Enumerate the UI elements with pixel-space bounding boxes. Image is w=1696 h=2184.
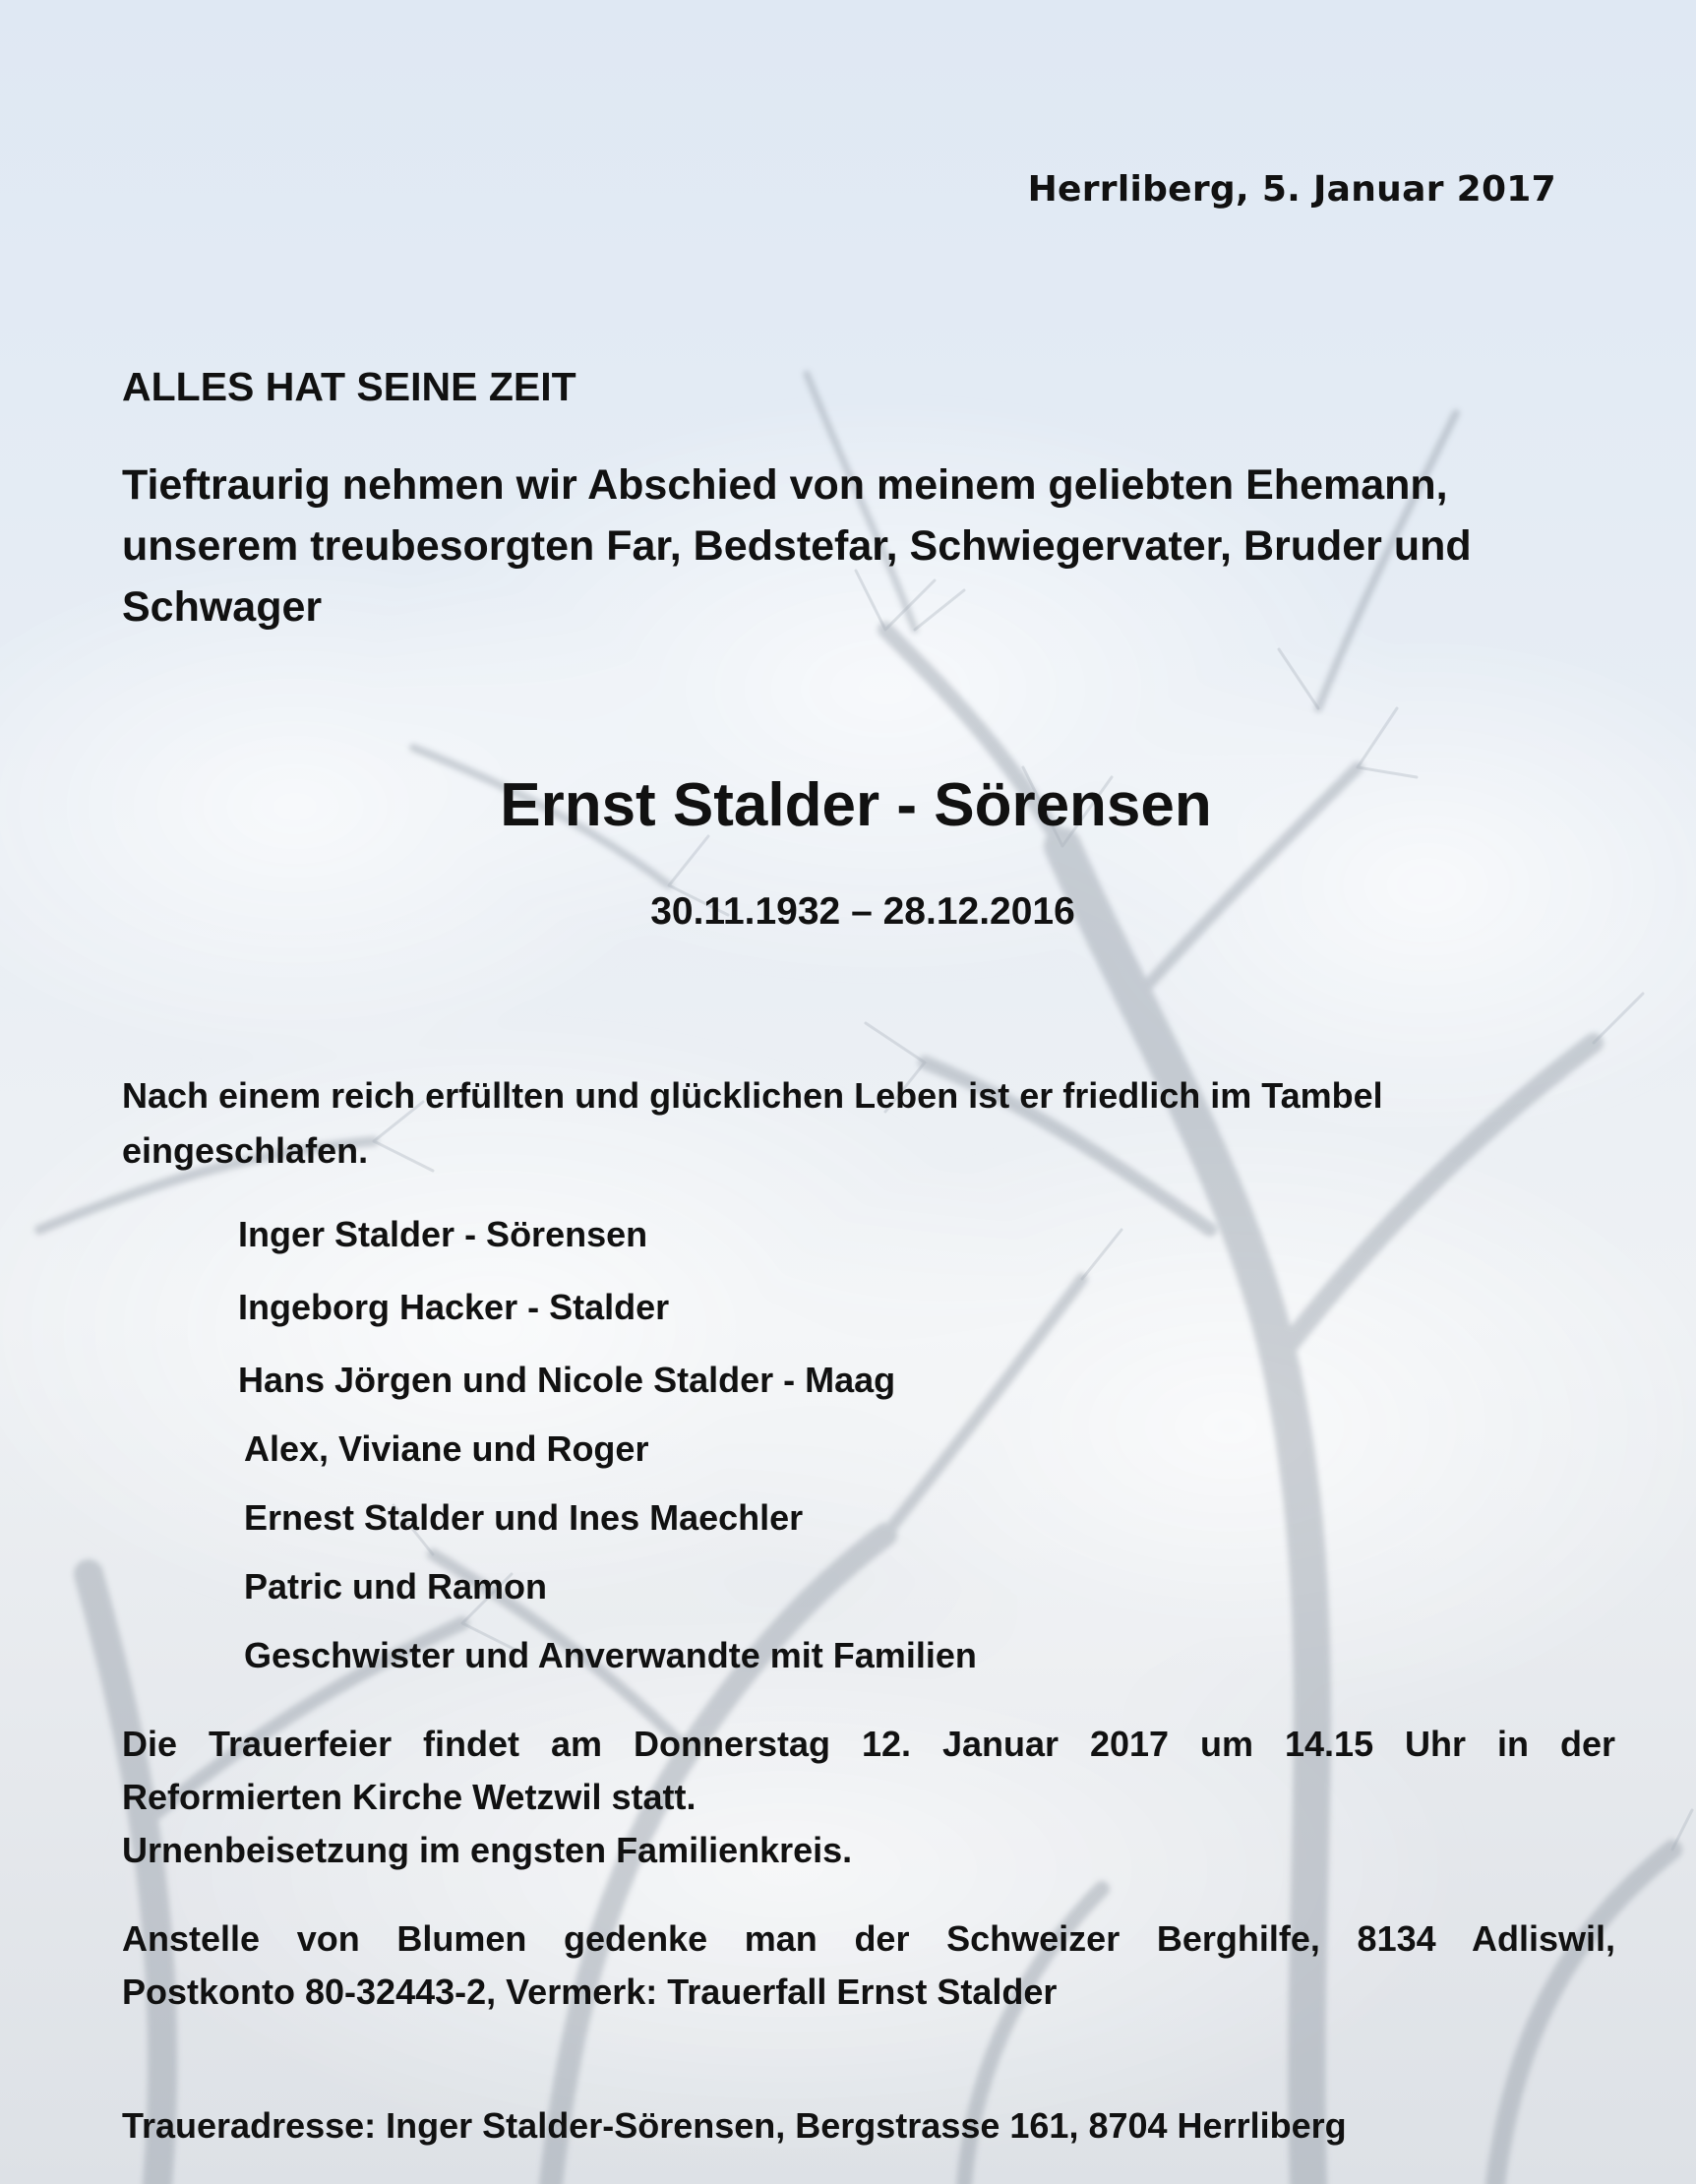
- place-date: Herrliberg, 5. Januar 2017: [1027, 169, 1556, 210]
- mourning-address: Traueradresse: Inger Stalder-Sörensen, Bergstrasse 161, 8704 Herrliberg: [122, 2105, 1347, 2146]
- service-details: [122, 1718, 1615, 1877]
- donation-line-1: Anstelle von Blumen gedenke man der Schweizer Berghilfe, 8134 Adliswil,: [122, 1918, 1615, 1959]
- service-line-3: Urnenbeisetzung im engsten Familienkreis.: [122, 1830, 853, 1870]
- life-dates: 30.11.1932 – 28.12.2016: [650, 890, 1075, 933]
- passing-statement: Nach einem reich erfüllten und glücklichen Leben ist er friedlich im Tambel eingeschlafen.: [122, 1075, 1383, 1171]
- mourner-item: Patric und Ramon: [244, 1566, 548, 1607]
- donation-note: [122, 1912, 1615, 2019]
- deceased-name: Ernst Stalder - Sörensen: [500, 771, 1212, 839]
- mourner-item: Ingeborg Hacker - Stalder: [238, 1287, 670, 1327]
- mourner-item: Alex, Viviane und Roger: [244, 1428, 649, 1469]
- farewell-intro: Tieftraurig nehmen wir Abschied von meinem geliebten Ehemann, unserem treubesorgten Far, Bedstefar, Schwiegervater, Bruder und Schwager: [122, 461, 1472, 631]
- service-line-1: Die Trauerfeier findet am Donnerstag 12. Januar 2017 um 14.15 Uhr in der: [122, 1724, 1615, 1764]
- mourner-item: Ernest Stalder und Ines Maechler: [244, 1497, 804, 1538]
- mourner-item: Geschwister und Anverwandte mit Familien: [244, 1635, 977, 1675]
- mourner-item: Inger Stalder - Sörensen: [238, 1214, 648, 1254]
- motto-heading: ALLES HAT SEINE ZEIT: [122, 364, 576, 409]
- service-line-2: Reformierten Kirche Wetzwil statt.: [122, 1777, 697, 1817]
- mourner-item: Hans Jörgen und Nicole Stalder - Maag: [238, 1360, 896, 1400]
- donation-line-2: Postkonto 80-32443-2, Vermerk: Trauerfall Ernst Stalder: [122, 1972, 1058, 2012]
